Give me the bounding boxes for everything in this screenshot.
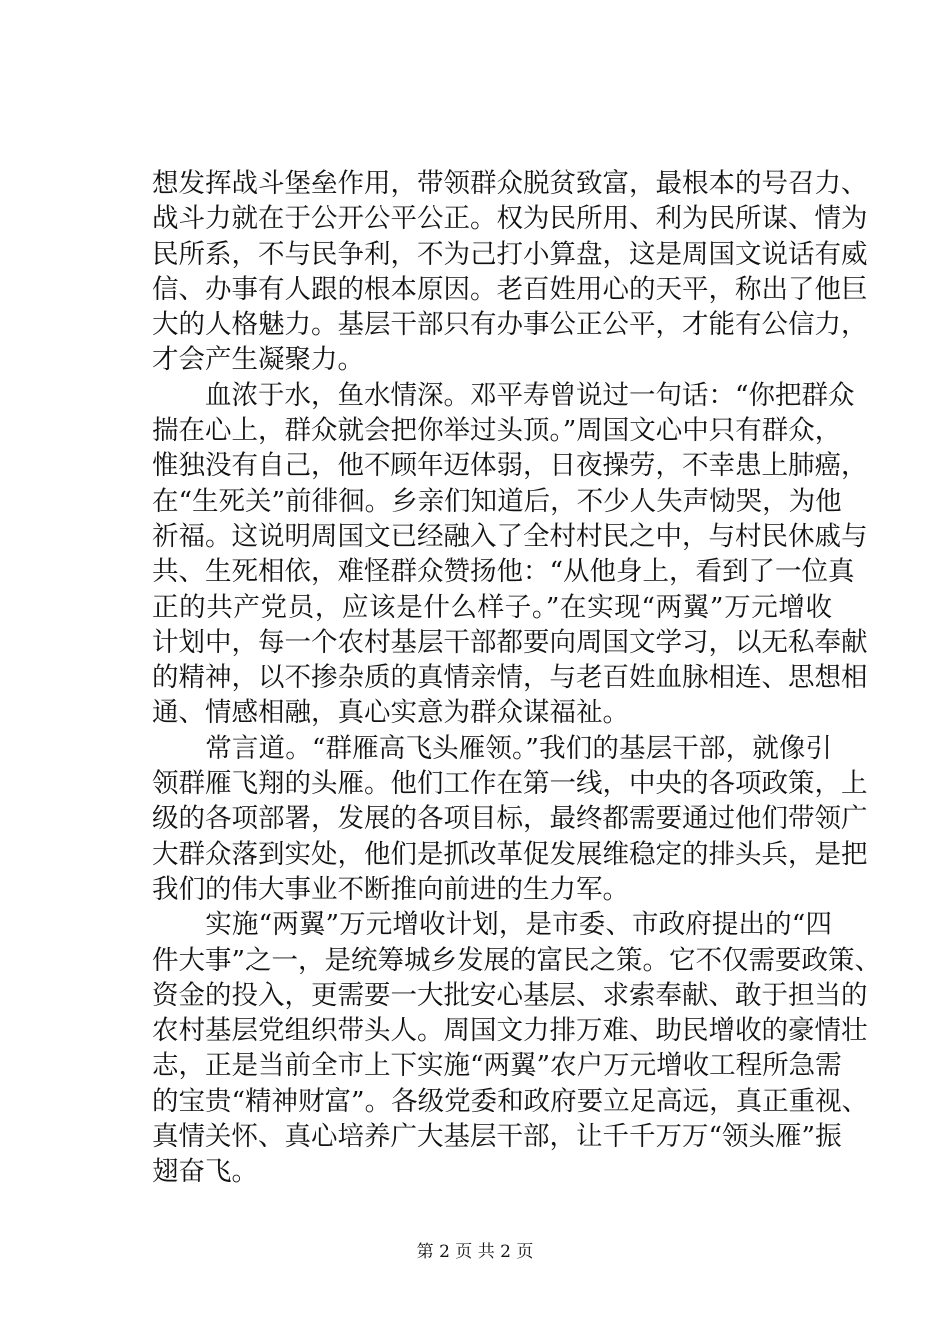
document-body [152, 166, 882, 1190]
text-line: 的宝贵“精神财富”。各级党委和政府要立足高远，真正重视、 [152, 1085, 869, 1117]
text-line: 共、生死相依，难怪群众赞扬他：“从他身上，看到了一位真 [152, 556, 855, 588]
text-line: 真情关怀、真心培养广大基层干部，让千千万万“领头雁”振 [152, 1121, 842, 1153]
text-line: 揣在心上，群众就会把你举过头顶。”周国文心中只有群众， [152, 415, 842, 447]
text-line: 大群众落到实处，他们是抓改革促发展维稳定的排头兵，是把 [152, 838, 868, 870]
text-line: 惟独没有自己，他不顾年迈体弱，日夜操劳，不幸患上肺癌， [152, 450, 868, 482]
text-line: 祈福。这说明周国文已经融入了全村村民之中，与村民休戚与 [152, 520, 868, 552]
text-line: 件大事”之一，是统筹城乡发展的富民之策。它不仅需要政策、 [152, 944, 882, 976]
text-line: 正的共产党员，应该是什么样子。”在实现“两翼”万元增收 [152, 591, 832, 623]
text-line: 我们的伟大事业不断推向前进的生力军。 [152, 873, 629, 905]
text-line: 农村基层党组织带头人。周国文力排万难、助民增收的豪情壮 [152, 1015, 868, 1047]
text-line: 信、办事有人跟的根本原因。老百姓用心的天平，称出了他巨 [152, 273, 868, 305]
text-line: 计划中，每一个农村基层干部都要向周国文学习，以无私奉献 [152, 626, 868, 658]
text-line: 领群雁飞翔的头雁。他们工作在第一线，中央的各项政策，上 [152, 768, 868, 800]
paragraph-2 [152, 378, 868, 731]
text-line: 级的各项部署，发展的各项目标，最终都需要通过他们带领广 [152, 803, 868, 835]
page-number-label: 第 2 页 共 2 页 [416, 1242, 534, 1262]
text-line: 常言道。“群雁高飞头雁领。”我们的基层干部，就像引 [152, 732, 832, 764]
text-line: 的精神，以不掺杂质的真情亲情，与老百姓血脉相连、思想相 [152, 662, 868, 694]
text-line: 实施“两翼”万元增收计划，是市委、市政府提出的“四 [152, 909, 832, 941]
text-line: 在“生死关”前徘徊。乡亲们知道后，不少人失声恸哭，为他 [152, 485, 842, 517]
text-line: 民所系，不与民争利，不为己打小算盘，这是周国文说话有威 [152, 238, 868, 270]
paragraph-4 [152, 907, 882, 1189]
text-line: 想发挥战斗堡垒作用，带领群众脱贫致富，最根本的号召力、 [152, 168, 868, 199]
page-footer [0, 1240, 950, 1264]
text-line: 志，正是当前全市上下实施“两翼”农户万元增收工程所急需 [152, 1050, 842, 1082]
paragraph-1 [152, 166, 868, 378]
text-line: 战斗力就在于公开公平公正。权为民所用、利为民所谋、情为 [152, 203, 868, 235]
text-line: 翅奋飞。 [152, 1156, 258, 1188]
text-line: 通、情感相融，真心实意为群众谋福祉。 [152, 697, 629, 729]
text-line: 大的人格魅力。基层干部只有办事公正公平，才能有公信力， [152, 309, 868, 341]
paragraph-3 [152, 731, 868, 907]
text-line: 才会产生凝聚力。 [152, 344, 364, 376]
text-line: 血浓于水，鱼水情深。邓平寿曾说过一句话：“你把群众 [152, 379, 855, 411]
text-line: 资金的投入，更需要一大批安心基层、求索奉献、敢于担当的 [152, 979, 868, 1011]
